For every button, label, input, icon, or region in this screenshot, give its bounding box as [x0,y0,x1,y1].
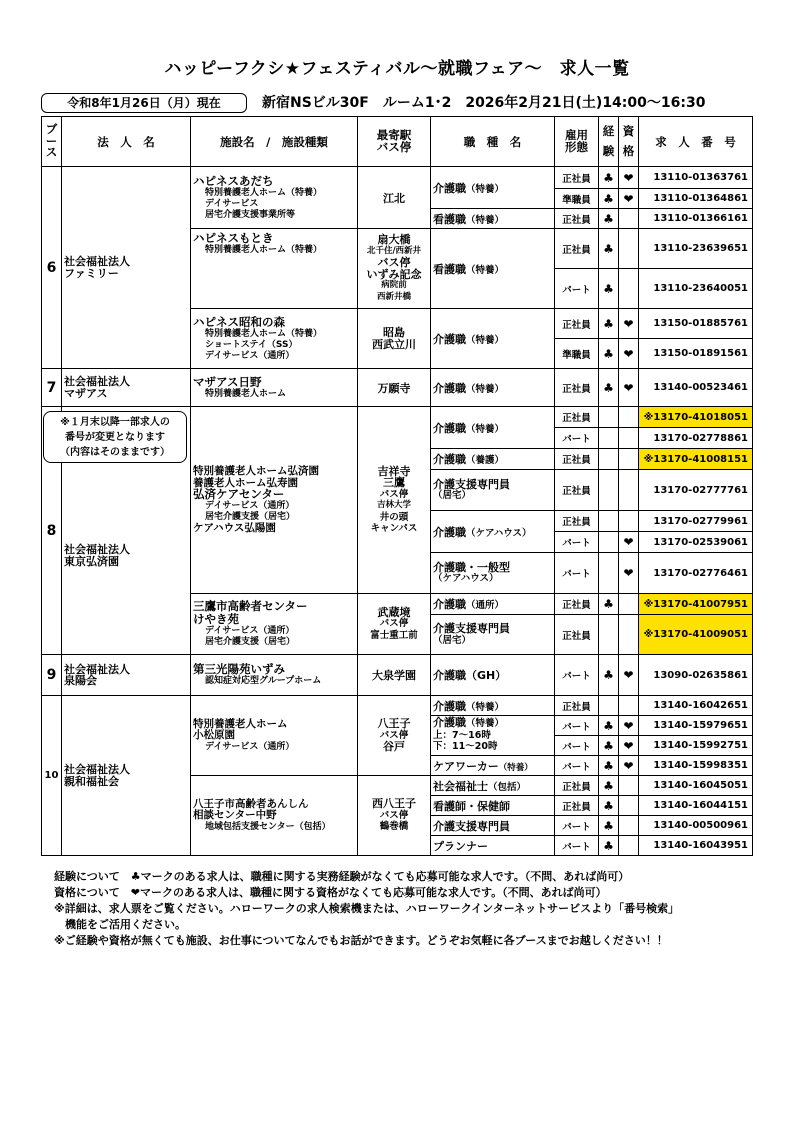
job-number-changed: ※13170-41018051 [639,407,753,428]
booth-number: 7 [42,369,62,407]
employment-type: 準職員 [555,339,599,369]
number-change-note: ※１月末以降一部求人の 番号が変更となります （内容はそのままです） [43,411,187,463]
experience-mark: ♣ [599,309,619,339]
experience-mark: ♣ [599,836,619,856]
header-station: 最寄駅 バス停 [358,117,431,167]
facility-cell: 特別養護老人ホーム 小松原園 デイサービス（通所） [191,696,358,776]
station-cell: 昭島 西武立川 [358,309,431,369]
employment-type: 正社員 [555,369,599,407]
facility-cell: ハピネスあだち 特別養護老人ホーム（特養） デイサービス 居宅介護支援事業所等 [191,167,358,229]
footer-line-details: ※詳細は、求人票をご覧ください。ハローワークの求人検索機または、ハローワークインターネットサービスより「番号検索」 [54,902,680,915]
job-number-changed: ※13170-41008151 [639,449,753,470]
corp-name: 社会福祉法人 泉陽会 [62,655,191,696]
job-cell: プランナー [431,836,555,856]
employment-type: パート [555,269,599,309]
job-number: 13140-16043951 [639,836,753,856]
header-corp: 法 人 名 [62,117,191,167]
job-number: 13090-02635861 [639,655,753,696]
job-cell: 介護職（養護） [431,449,555,470]
experience-mark: ♣ [599,369,619,407]
corp-name: 社会福祉法人 親和福祉会 [62,696,191,856]
job-number-changed: ※13170-41009051 [639,615,753,655]
employment-type: 正社員 [555,209,599,229]
job-number: 13110-23639651 [639,229,753,269]
employment-type: 正社員 [555,796,599,816]
job-number: 13110-23640051 [639,269,753,309]
header-facility: 施設名 / 施設種類 [191,117,358,167]
job-listing-table [41,116,753,856]
footer-line-experience: 経験について ♣マークのある求人は、職種に関する実務経験がなくても応募可能な求人です。（不問、あれば尚可） [54,870,630,883]
job-cell: 介護職（通所） [431,594,555,615]
experience-mark: ♣ [599,167,619,189]
job-number: 13140-15979651 [639,716,753,736]
employment-type: 正社員 [555,407,599,428]
job-number: 13140-00523461 [639,369,753,407]
header-booth: ブ ー ス [42,117,62,167]
experience-mark: ♣ [599,756,619,776]
station-cell: 吉祥寺 三鷹 バス停 吉林大学 井の頭 キャンパス [358,407,431,594]
job-number: 13170-02778861 [639,428,753,449]
job-cell: 社会福祉士（包括） [431,776,555,796]
qualification-mark: ❤ [619,189,639,209]
employment-type: 正社員 [555,449,599,470]
table-row [42,696,753,716]
experience-mark: ♣ [599,716,619,736]
job-number: 13110-01364861 [639,189,753,209]
job-number: 13170-02539061 [639,532,753,553]
booth-number: 10 [42,696,62,856]
venue-and-datetime: 新宿NSビル30F ルーム1･2 2026年2月21日(土)14:00～16:30 [262,95,706,111]
experience-mark: ♣ [599,776,619,796]
employment-type: パート [555,428,599,449]
job-cell: 看護職（特養） [431,209,555,229]
facility-cell: 三鷹市高齢者センター けやき苑 デイサービス（通所） 居宅介護支援（居宅） [191,594,358,655]
header-job: 職 種 名 [431,117,555,167]
job-cell: 介護支援専門員 （居宅） [431,470,555,511]
footer-line-qualification: 資格について ❤マークのある求人は、職種に関する資格がなくても応募可能な求人です。（不問、あれば尚可） [54,886,607,899]
table-row [42,655,753,696]
facility-cell: ハピネスもとき 特別養護老人ホーム（特養） [191,229,358,309]
employment-type: 正社員 [555,470,599,511]
experience-mark: ♣ [599,655,619,696]
qualification-mark: ❤ [619,655,639,696]
facility-cell: 第三光陽苑いずみ 認知症対応型グループホーム [191,655,358,696]
qualification-mark: ❤ [619,167,639,189]
job-number: 13140-16042651 [639,696,753,716]
job-number: 13170-02776461 [639,553,753,594]
job-cell: 介護職（ケアハウス） [431,511,555,553]
job-cell: 介護職（特養） [431,167,555,209]
station-cell: 万願寺 [358,369,431,407]
employment-type: 正社員 [555,309,599,339]
header-experience: 経 験 [599,117,619,167]
experience-mark: ♣ [599,209,619,229]
job-number: 13110-01363761 [639,167,753,189]
job-number: 13150-01891561 [639,339,753,369]
station-cell: 扇大橋 北千住/西新井 バス停 いずみ記念 病院前 西新井橋 [358,229,431,309]
employment-type: 準職員 [555,189,599,209]
employment-type: 正社員 [555,615,599,655]
experience-mark: ♣ [599,229,619,269]
job-number: 13140-16044151 [639,796,753,816]
booth-number: 6 [42,167,62,369]
employment-type: パート [555,736,599,756]
job-cell: 介護支援専門員 [431,816,555,836]
job-cell: 看護職（特養） [431,229,555,309]
as-of-date: 令和8年1月26日（月）現在 [41,93,247,113]
footer-line-invitation: ※ご経験や資格が無くても施設、お仕事についてなんでもお話ができます。どうぞお気軽に各ブースまでお越しください！！ [54,934,668,947]
header-employment: 雇用 形態 [555,117,599,167]
job-cell: 介護職（特養） [431,696,555,716]
job-cell: ケアワーカー（特養） [431,756,555,776]
job-number: 13140-15998351 [639,756,753,776]
employment-type: パート [555,655,599,696]
qualification-mark: ❤ [619,369,639,407]
qualification-mark: ❤ [619,756,639,776]
experience-mark: ♣ [599,736,619,756]
page-title: ハッピーフクシ★フェスティバル～就職フェア～ 求人一覧 [164,59,630,79]
job-number: 13140-15992751 [639,736,753,756]
booth-number: 9 [42,655,62,696]
employment-type: パート [555,836,599,856]
qualification-mark: ❤ [619,553,639,594]
job-number: 13170-02777761 [639,470,753,511]
facility-cell: ハピネス昭和の森 特別養護老人ホーム（特養） ショートステイ（SS） デイサービス（通所） [191,309,358,369]
qualification-mark: ❤ [619,339,639,369]
employment-type: 正社員 [555,776,599,796]
employment-type: 正社員 [555,167,599,189]
station-cell: 西八王子 バス停 鶴巻橋 [358,776,431,856]
job-cell: 介護職（特養） [431,309,555,369]
qualification-mark: ❤ [619,716,639,736]
employment-type: パート [555,532,599,553]
job-cell: 看護師・保健師 [431,796,555,816]
experience-mark: ♣ [599,189,619,209]
job-cell: 介護職（特養） 上：7～16時 下：11～20時 [431,716,555,756]
facility-cell: 八王子市高齢者あんしん 相談センター中野 地域包括支援センター（包括） [191,776,358,856]
job-number: 13150-01885761 [639,309,753,339]
employment-type: 正社員 [555,511,599,532]
corp-name: 社会福祉法人 東京弘済園 [62,407,191,655]
station-cell: 武蔵境 バス停 富士重工前 [358,594,431,655]
facility-cell: 特別養護老人ホーム弘済園 養護老人ホーム弘寿園 弘済ケアセンター デイサービス（通所） 居宅介護支援（居宅） ケアハウス弘陽園 [191,407,358,594]
experience-mark: ♣ [599,594,619,615]
header-number: 求 人 番 号 [639,117,753,167]
job-number: 13140-00500961 [639,816,753,836]
qualification-mark: ❤ [619,532,639,553]
employment-type: パート [555,756,599,776]
employment-type: 正社員 [555,229,599,269]
experience-mark: ♣ [599,339,619,369]
table-row [42,369,753,407]
corp-name: 社会福祉法人 マザアス [62,369,191,407]
employment-type: パート [555,716,599,736]
job-cell: 介護職（GH） [431,655,555,696]
job-cell: 介護職・一般型 （ケアハウス） [431,553,555,594]
job-number-changed: ※13170-41007951 [639,594,753,615]
footer-line-details-cont: 機能をご活用ください。 [54,918,186,931]
employment-type: 正社員 [555,594,599,615]
job-cell: 介護職（特養） [431,369,555,407]
employment-type: パート [555,816,599,836]
experience-mark: ♣ [599,269,619,309]
job-cell: 介護職（特養） [431,407,555,449]
employment-type: 正社員 [555,696,599,716]
table-row [42,167,753,189]
experience-mark: ♣ [599,796,619,816]
station-cell: 八王子 バス停 谷戸 [358,696,431,776]
job-number: 13110-01366161 [639,209,753,229]
booth-number: 8 [42,407,62,655]
corp-name: 社会福祉法人 ファミリー [62,167,191,369]
job-cell: 介護支援専門員 （居宅） [431,615,555,655]
job-number: 13140-16045051 [639,776,753,796]
footer-notes [54,869,679,949]
station-cell: 大泉学園 [358,655,431,696]
header-qualification: 資 格 [619,117,639,167]
station-cell: 江北 [358,167,431,229]
table-header-row [42,117,753,167]
experience-mark: ♣ [599,816,619,836]
qualification-mark: ❤ [619,736,639,756]
job-number: 13170-02779961 [639,511,753,532]
qualification-mark: ❤ [619,309,639,339]
employment-type: パート [555,553,599,594]
facility-cell: マザアス日野 特別養護老人ホーム [191,369,358,407]
